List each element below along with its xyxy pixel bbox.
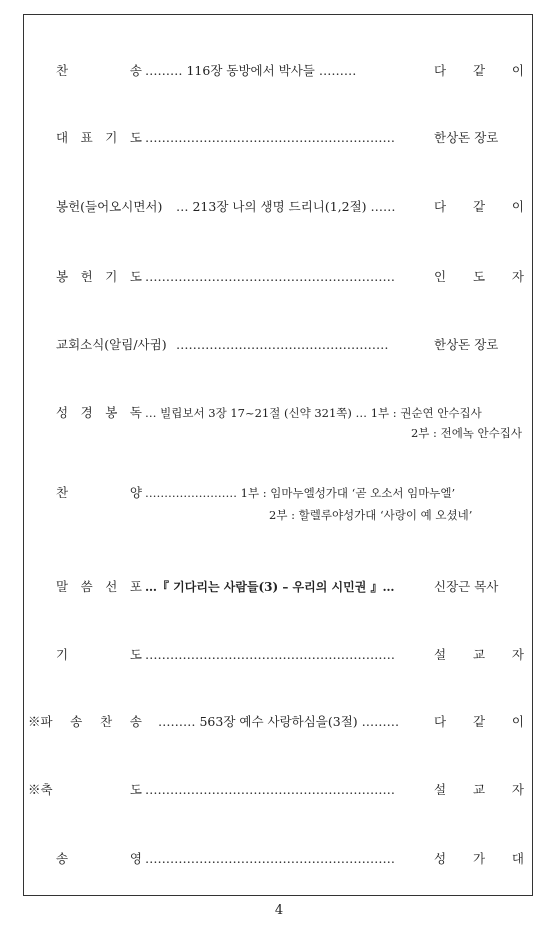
sermon-title: …『 기다리는 사람들(3) – 우리의 시민권 』… (145, 580, 395, 594)
row-content: …………………… 1부 : 임마누엘성가대 ‘곧 오소서 임마누엘’ (145, 486, 456, 500)
row-content: … 빌립보서 3장 17~21절 (신약 321쪽) … 1부 : 권순연 안수집사 (145, 406, 482, 420)
row-content: ……… 563장 예수 사랑하심을(3절) ……… (158, 714, 400, 729)
worship-row (24, 403, 534, 440)
row-person: 한상돈 장로 (434, 130, 499, 145)
row-label: 찬 양 (56, 485, 142, 500)
worship-row (24, 849, 534, 869)
row-label: 봉 헌 기 도 (56, 269, 142, 284)
worship-row (24, 483, 534, 522)
worship-row (24, 61, 534, 81)
row-person: 성 가 대 (434, 851, 524, 866)
row-content: …………………………………………………… (145, 130, 395, 145)
row-label: 성 경 봉 독 (56, 405, 142, 420)
row-content: ……… 116장 동방에서 박사들 ……… (145, 63, 357, 78)
row-content: …………………………………………………… (145, 851, 395, 866)
row-person: 다 같 이 (434, 714, 524, 729)
worship-row (24, 267, 534, 287)
row-person: 신장근 목사 (434, 579, 499, 594)
row-label: 말 씀 선 포 (56, 579, 142, 594)
worship-row (24, 335, 534, 355)
row-extra: 2부 : 할렐루야성가대 ‘사랑이 예 오셨네’ (269, 508, 473, 522)
worship-row (24, 780, 534, 800)
row-extra: 2부 : 전에녹 안수집사 (410, 426, 522, 440)
row-label: ※축 도 (28, 782, 142, 797)
row-person: 한상돈 장로 (434, 337, 499, 352)
row-person: 인 도 자 (434, 269, 524, 284)
row-label: ※파 송 찬 송 (28, 714, 142, 729)
worship-row (24, 577, 534, 597)
worship-row (24, 197, 534, 217)
row-content: …………………………………………………… (145, 269, 395, 284)
row-label: 찬 송 (56, 63, 142, 78)
worship-row (24, 712, 534, 732)
order-of-worship-frame (23, 14, 533, 896)
row-label: 대 표 기 도 (56, 130, 142, 145)
worship-row (24, 128, 534, 148)
worship-row (24, 645, 534, 665)
row-person: 설 교 자 (434, 647, 524, 662)
row-person: 다 같 이 (434, 199, 524, 214)
row-label: 기 도 (56, 647, 142, 662)
row-content: …………………………………………………… (145, 647, 395, 662)
row-person: 다 같 이 (434, 63, 524, 78)
row-content: …………………………………………………… (145, 782, 395, 797)
row-content: … 213장 나의 생명 드리니(1,2절) …… (176, 199, 396, 214)
row-content: …………………………………………… (176, 337, 389, 352)
page-number: 4 (274, 903, 284, 918)
row-label: 봉헌(들어오시면서) (56, 199, 163, 214)
row-person: 설 교 자 (434, 782, 524, 797)
row-label: 교회소식(알림/사귐) (56, 337, 167, 352)
row-label: 송 영 (56, 851, 142, 866)
